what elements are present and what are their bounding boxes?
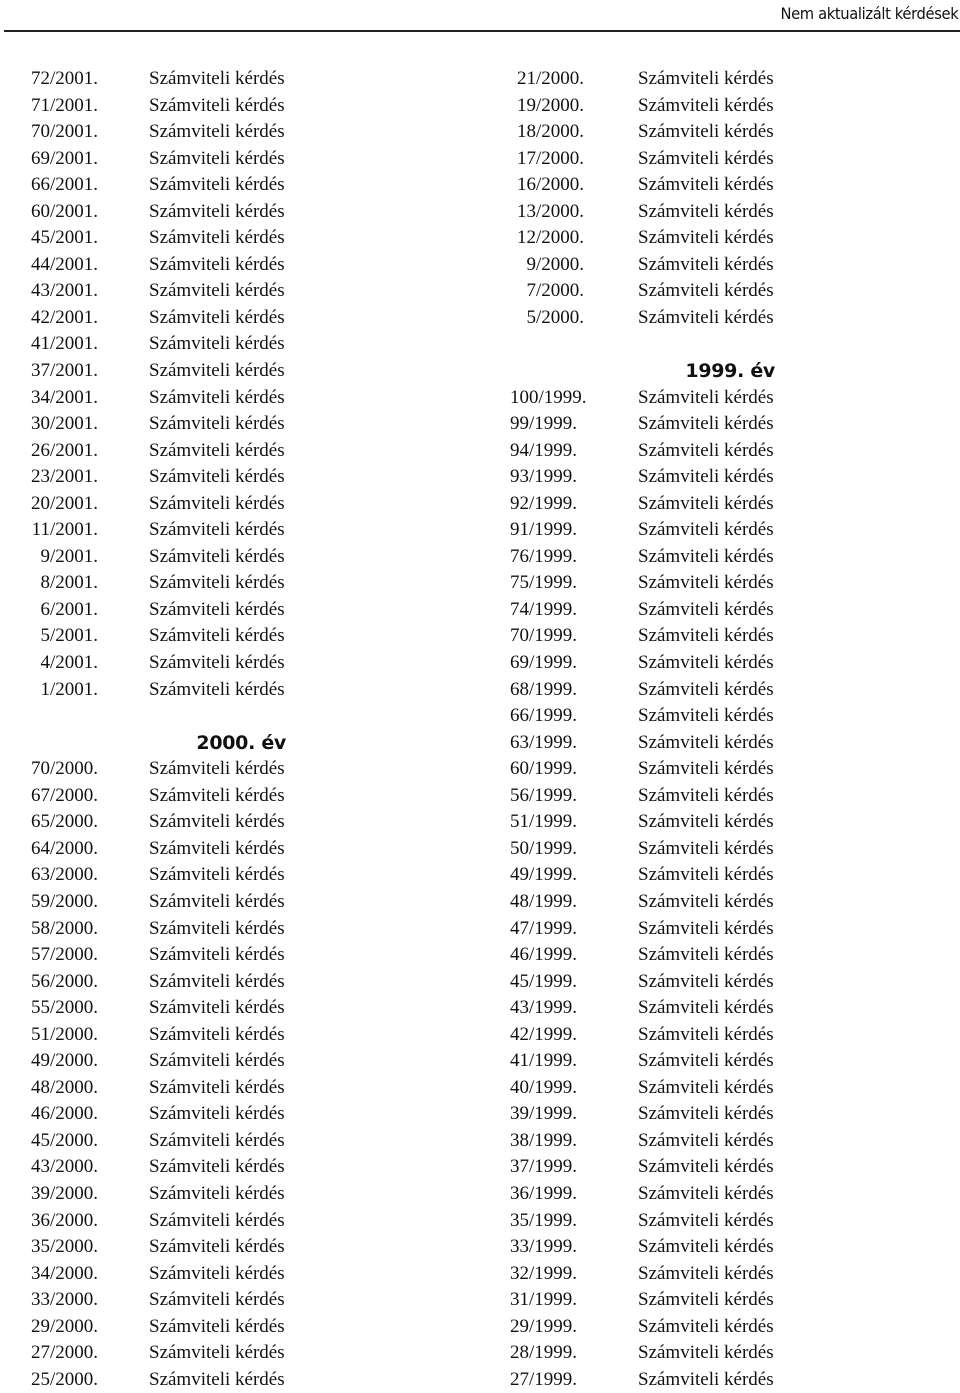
page-header-title: Nem aktualizált kérdések (780, 4, 958, 23)
list-item (20, 1101, 320, 1128)
item-number: 59/2000. (30, 890, 98, 912)
item-label: Számviteli kérdés (638, 306, 774, 328)
list-item (510, 1314, 810, 1341)
list-item (20, 93, 320, 120)
item-label: Számviteli kérdés (149, 625, 285, 647)
list-item (510, 544, 810, 571)
item-number: 36/2000. (30, 1209, 98, 1231)
item-label: Számviteli kérdés (638, 705, 774, 727)
item-label: Számviteli kérdés (638, 917, 774, 939)
list-item (20, 623, 320, 650)
item-label: Számviteli kérdés (149, 200, 285, 222)
item-label: Számviteli kérdés (149, 545, 285, 567)
item-number: 34/2000. (30, 1262, 98, 1284)
item-number: 20/2001. (30, 492, 98, 514)
item-number: 63/1999. (510, 731, 578, 753)
item-label: Számviteli kérdés (149, 572, 285, 594)
item-label: Számviteli kérdés (638, 121, 774, 143)
list-item (510, 862, 810, 889)
item-number: 7/2000. (526, 280, 584, 302)
item-label: Számviteli kérdés (638, 519, 774, 541)
list-item (20, 889, 320, 916)
list-item (510, 650, 810, 677)
item-number: 48/1999. (510, 890, 578, 912)
item-label: Számviteli kérdés (638, 174, 774, 196)
list-item (20, 464, 320, 491)
item-number: 35/1999. (510, 1209, 578, 1231)
item-number: 56/2000. (30, 970, 98, 992)
item-label: Számviteli kérdés (638, 997, 774, 1019)
item-label: Számviteli kérdés (149, 784, 285, 806)
item-number: 48/2000. (30, 1076, 98, 1098)
list-item (20, 916, 320, 943)
list-item (510, 836, 810, 863)
item-label: Számviteli kérdés (638, 94, 774, 116)
item-label: Számviteli kérdés (149, 1156, 285, 1178)
list-item (510, 1208, 810, 1235)
list-item (510, 225, 810, 252)
list-item (510, 703, 810, 730)
item-number: 57/2000. (30, 944, 98, 966)
list-item (20, 969, 320, 996)
item-number: 69/1999. (510, 652, 578, 674)
item-label: Számviteli kérdés (149, 864, 285, 886)
list-item (510, 942, 810, 969)
list-item (20, 1128, 320, 1155)
list-item (510, 305, 810, 332)
item-label: Számviteli kérdés (638, 1342, 774, 1364)
item-number: 19/2000. (516, 94, 584, 116)
item-label: Számviteli kérdés (149, 1289, 285, 1311)
item-number: 1/2001. (40, 678, 98, 700)
item-number: 99/1999. (510, 413, 578, 435)
header-divider (4, 30, 960, 32)
item-number: 45/1999. (510, 970, 578, 992)
item-label: Számviteli kérdés (638, 625, 774, 647)
item-number: 37/1999. (510, 1156, 578, 1178)
item-label: Számviteli kérdés (638, 227, 774, 249)
item-label: Számviteli kérdés (638, 280, 774, 302)
item-number: 43/1999. (510, 997, 578, 1019)
item-label: Számviteli kérdés (149, 147, 285, 169)
item-number: 27/1999. (510, 1368, 578, 1390)
item-label: Számviteli kérdés (638, 1156, 774, 1178)
item-number: 46/1999. (510, 944, 578, 966)
list-item (510, 783, 810, 810)
list-item (20, 252, 320, 279)
list-item (510, 597, 810, 624)
item-label: Számviteli kérdés (149, 280, 285, 302)
item-number: 43/2001. (30, 280, 98, 302)
item-number: 28/1999. (510, 1342, 578, 1364)
item-label: Számviteli kérdés (149, 1129, 285, 1151)
item-label: Számviteli kérdés (638, 1182, 774, 1204)
list-item (510, 464, 810, 491)
item-number: 76/1999. (510, 545, 578, 567)
item-number: 33/2000. (30, 1289, 98, 1311)
item-label: Számviteli kérdés (149, 492, 285, 514)
list-item (20, 517, 320, 544)
list-item (20, 756, 320, 783)
item-label: Számviteli kérdés (638, 545, 774, 567)
item-number: 23/2001. (30, 466, 98, 488)
item-number: 16/2000. (516, 174, 584, 196)
item-number: 25/2000. (30, 1368, 98, 1390)
item-label: Számviteli kérdés (638, 837, 774, 859)
list-item (510, 119, 810, 146)
list-item (20, 1154, 320, 1181)
item-number: 9/2000. (526, 253, 584, 275)
item-label: Számviteli kérdés (149, 1342, 285, 1364)
item-label: Számviteli kérdés (638, 731, 774, 753)
item-number: 42/1999. (510, 1023, 578, 1045)
list-item (20, 570, 320, 597)
list-item (510, 1340, 810, 1367)
item-number: 33/1999. (510, 1236, 578, 1258)
item-number: 41/1999. (510, 1050, 578, 1072)
item-number: 51/2000. (30, 1023, 98, 1045)
item-label: Számviteli kérdés (638, 758, 774, 780)
item-number: 6/2001. (40, 598, 98, 620)
item-label: Számviteli kérdés (149, 466, 285, 488)
item-label: Számviteli kérdés (638, 1103, 774, 1125)
list-item (510, 1101, 810, 1128)
item-number: 64/2000. (30, 837, 98, 859)
item-number: 29/1999. (510, 1315, 578, 1337)
item-label: Számviteli kérdés (638, 147, 774, 169)
list-item (20, 199, 320, 226)
item-label: Számviteli kérdés (638, 652, 774, 674)
list-item (20, 119, 320, 146)
section-spacer (20, 703, 320, 730)
list-item (510, 1234, 810, 1261)
item-label: Számviteli kérdés (638, 890, 774, 912)
item-number: 26/2001. (30, 439, 98, 461)
item-label: Számviteli kérdés (149, 1076, 285, 1098)
list-item (20, 172, 320, 199)
list-item (20, 305, 320, 332)
list-item (510, 438, 810, 465)
item-number: 100/1999. (510, 386, 587, 408)
item-label: Számviteli kérdés (149, 1209, 285, 1231)
list-item (20, 942, 320, 969)
list-item (20, 358, 320, 385)
item-number: 67/2000. (30, 784, 98, 806)
item-number: 75/1999. (510, 572, 578, 594)
item-number: 38/1999. (510, 1129, 578, 1151)
list-item (510, 411, 810, 438)
list-item (20, 146, 320, 173)
list-item (510, 1367, 810, 1393)
item-number: 47/1999. (510, 917, 578, 939)
item-label: Számviteli kérdés (638, 944, 774, 966)
item-number: 8/2001. (40, 572, 98, 594)
item-number: 13/2000. (516, 200, 584, 222)
item-label: Számviteli kérdés (638, 811, 774, 833)
list-item (510, 1287, 810, 1314)
list-item (510, 809, 810, 836)
item-number: 65/2000. (30, 811, 98, 833)
item-number: 5/2000. (526, 306, 584, 328)
item-label: Számviteli kérdés (638, 1129, 774, 1151)
item-number: 11/2001. (31, 519, 98, 541)
item-number: 45/2001. (30, 227, 98, 249)
item-number: 66/2001. (30, 174, 98, 196)
item-number: 39/1999. (510, 1103, 578, 1125)
list-item (510, 1261, 810, 1288)
item-number: 17/2000. (516, 147, 584, 169)
list-item (20, 677, 320, 704)
item-number: 60/1999. (510, 758, 578, 780)
list-item (20, 411, 320, 438)
item-label: Számviteli kérdés (638, 1209, 774, 1231)
list-item (510, 93, 810, 120)
item-label: Számviteli kérdés (149, 1236, 285, 1258)
item-number: 43/2000. (30, 1156, 98, 1178)
item-number: 37/2001. (30, 360, 98, 382)
list-item (20, 1367, 320, 1393)
list-item (510, 916, 810, 943)
item-label: Számviteli kérdés (638, 1262, 774, 1284)
item-label: Számviteli kérdés (638, 466, 774, 488)
item-number: 9/2001. (40, 545, 98, 567)
item-label: Számviteli kérdés (149, 997, 285, 1019)
item-label: Számviteli kérdés (149, 890, 285, 912)
item-label: Számviteli kérdés (638, 492, 774, 514)
list-item (510, 1128, 810, 1155)
item-label: Számviteli kérdés (149, 306, 285, 328)
list-item (20, 650, 320, 677)
list-item (20, 1181, 320, 1208)
item-number: 27/2000. (30, 1342, 98, 1364)
item-label: Számviteli kérdés (638, 1289, 774, 1311)
year-heading: 1999. év (685, 360, 775, 383)
list-item (510, 66, 810, 93)
year-heading: 2000. év (196, 731, 286, 754)
item-number: 60/2001. (30, 200, 98, 222)
item-label: Számviteli kérdés (149, 652, 285, 674)
item-number: 32/1999. (510, 1262, 578, 1284)
left-column (20, 66, 320, 1393)
list-item (510, 995, 810, 1022)
item-label: Számviteli kérdés (638, 970, 774, 992)
list-item (20, 836, 320, 863)
list-item (20, 809, 320, 836)
item-label: Számviteli kérdés (638, 1368, 774, 1390)
item-number: 21/2000. (516, 68, 584, 89)
item-label: Számviteli kérdés (149, 758, 285, 780)
item-number: 44/2001. (30, 253, 98, 275)
item-number: 93/1999. (510, 466, 578, 488)
item-number: 12/2000. (516, 227, 584, 249)
item-number: 58/2000. (30, 917, 98, 939)
list-item (20, 1048, 320, 1075)
item-number: 39/2000. (30, 1182, 98, 1204)
item-number: 41/2001. (30, 333, 98, 355)
item-label: Számviteli kérdés (149, 837, 285, 859)
item-number: 49/1999. (510, 864, 578, 886)
item-label: Számviteli kérdés (638, 784, 774, 806)
item-label: Számviteli kérdés (638, 1315, 774, 1337)
item-number: 46/2000. (30, 1103, 98, 1125)
item-number: 70/2000. (30, 758, 98, 780)
list-item (20, 1287, 320, 1314)
list-item (20, 597, 320, 624)
item-number: 30/2001. (30, 413, 98, 435)
list-item (20, 331, 320, 358)
list-item (20, 783, 320, 810)
item-number: 29/2000. (30, 1315, 98, 1337)
item-number: 70/2001. (30, 121, 98, 143)
list-item (20, 1022, 320, 1049)
item-label: Számviteli kérdés (149, 386, 285, 408)
list-item (20, 995, 320, 1022)
item-label: Számviteli kérdés (149, 68, 285, 89)
list-item (510, 146, 810, 173)
list-item (510, 969, 810, 996)
item-label: Számviteli kérdés (149, 439, 285, 461)
item-number: 63/2000. (30, 864, 98, 886)
list-item (20, 862, 320, 889)
item-label: Számviteli kérdés (638, 1236, 774, 1258)
item-number: 91/1999. (510, 519, 578, 541)
item-label: Számviteli kérdés (149, 333, 285, 355)
list-item (510, 623, 810, 650)
list-item (20, 385, 320, 412)
item-label: Számviteli kérdés (149, 253, 285, 275)
item-label: Számviteli kérdés (149, 413, 285, 435)
item-label: Számviteli kérdés (149, 1182, 285, 1204)
item-label: Számviteli kérdés (638, 1023, 774, 1045)
item-number: 45/2000. (30, 1129, 98, 1151)
list-item (20, 1314, 320, 1341)
list-item (20, 1234, 320, 1261)
list-item (510, 570, 810, 597)
item-label: Számviteli kérdés (638, 1076, 774, 1098)
item-label: Számviteli kérdés (149, 227, 285, 249)
list-item (20, 1208, 320, 1235)
list-item (510, 1048, 810, 1075)
list-item (20, 278, 320, 305)
list-item (510, 199, 810, 226)
item-number: 66/1999. (510, 705, 578, 727)
item-label: Számviteli kérdés (638, 386, 774, 408)
list-item (20, 438, 320, 465)
item-label: Számviteli kérdés (149, 1023, 285, 1045)
item-label: Számviteli kérdés (149, 121, 285, 143)
right-column (510, 66, 810, 1393)
list-item (20, 544, 320, 571)
item-label: Számviteli kérdés (638, 413, 774, 435)
item-number: 35/2000. (30, 1236, 98, 1258)
list-item (20, 1340, 320, 1367)
list-item (510, 730, 810, 757)
item-label: Számviteli kérdés (149, 678, 285, 700)
item-number: 49/2000. (30, 1050, 98, 1072)
item-label: Számviteli kérdés (149, 811, 285, 833)
list-item (510, 677, 810, 704)
list-item (510, 278, 810, 305)
item-number: 4/2001. (40, 652, 98, 674)
item-label: Számviteli kérdés (638, 864, 774, 886)
item-label: Számviteli kérdés (149, 1103, 285, 1125)
item-label: Számviteli kérdés (638, 572, 774, 594)
list-item (510, 1022, 810, 1049)
list-item (510, 1154, 810, 1181)
item-number: 69/2001. (30, 147, 98, 169)
item-number: 31/1999. (510, 1289, 578, 1311)
item-label: Számviteli kérdés (638, 439, 774, 461)
item-label: Számviteli kérdés (149, 519, 285, 541)
item-label: Számviteli kérdés (638, 200, 774, 222)
item-number: 92/1999. (510, 492, 578, 514)
list-item (510, 1181, 810, 1208)
list-item (20, 225, 320, 252)
item-label: Számviteli kérdés (149, 94, 285, 116)
item-label: Számviteli kérdés (638, 68, 774, 89)
item-number: 71/2001. (30, 94, 98, 116)
list-item (510, 491, 810, 518)
item-number: 55/2000. (30, 997, 98, 1019)
list-item (20, 491, 320, 518)
item-number: 94/1999. (510, 439, 578, 461)
list-item (20, 1075, 320, 1102)
item-number: 5/2001. (40, 625, 98, 647)
list-item (510, 889, 810, 916)
item-number: 74/1999. (510, 598, 578, 620)
item-label: Számviteli kérdés (149, 174, 285, 196)
section-spacer (510, 331, 810, 358)
list-item (510, 517, 810, 544)
item-label: Számviteli kérdés (149, 360, 285, 382)
item-label: Számviteli kérdés (149, 1262, 285, 1284)
item-number: 51/1999. (510, 811, 578, 833)
item-label: Számviteli kérdés (149, 1050, 285, 1072)
item-label: Számviteli kérdés (149, 1315, 285, 1337)
item-number: 18/2000. (516, 121, 584, 143)
item-label: Számviteli kérdés (638, 253, 774, 275)
item-label: Számviteli kérdés (638, 598, 774, 620)
item-number: 34/2001. (30, 386, 98, 408)
item-number: 42/2001. (30, 306, 98, 328)
item-number: 56/1999. (510, 784, 578, 806)
list-item (510, 756, 810, 783)
item-label: Számviteli kérdés (149, 917, 285, 939)
item-number: 36/1999. (510, 1182, 578, 1204)
item-number: 72/2001. (30, 68, 98, 89)
item-label: Számviteli kérdés (149, 598, 285, 620)
list-item (20, 1261, 320, 1288)
item-number: 50/1999. (510, 837, 578, 859)
list-item (510, 385, 810, 412)
list-item (510, 172, 810, 199)
list-item (510, 252, 810, 279)
item-number: 40/1999. (510, 1076, 578, 1098)
list-item (510, 1075, 810, 1102)
item-label: Számviteli kérdés (149, 944, 285, 966)
item-number: 68/1999. (510, 678, 578, 700)
list-item (20, 66, 320, 93)
item-label: Számviteli kérdés (638, 678, 774, 700)
item-label: Számviteli kérdés (149, 970, 285, 992)
item-label: Számviteli kérdés (149, 1368, 285, 1390)
item-number: 70/1999. (510, 625, 578, 647)
item-label: Számviteli kérdés (638, 1050, 774, 1072)
